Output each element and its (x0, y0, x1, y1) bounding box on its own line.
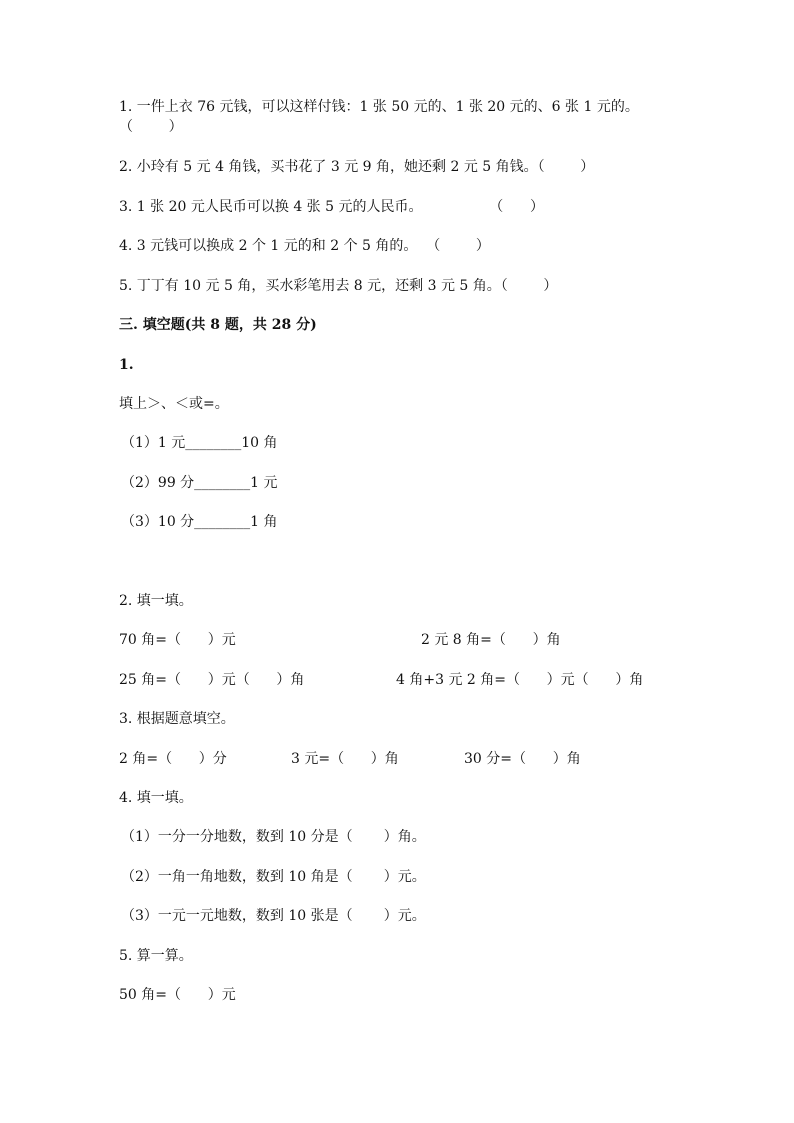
sub-question: （3）一元一元地数，数到 10 张是（ ）元。 (121, 908, 426, 924)
judge-question-3: 3. 1 张 20 元人民币可以换 4 张 5 元的人民币。 （ ） (119, 199, 544, 215)
judge-question-2: 2. 小玲有 5 元 4 角钱，买书花了 3 元 9 角，她还剩 2 元 5 角钱。（ ） (119, 159, 595, 175)
fill-item: 2 角=（ ）分 (119, 751, 227, 767)
sub-question: （2）99 分________1 元 (121, 475, 278, 491)
section-title: 三. 填空题(共 8 题，共 28 分) (119, 317, 317, 333)
fill-item: 4 角+3 元 2 角=（ ）元（ ）角 (396, 672, 644, 688)
question-text: 1. 一件上衣 76 元钱，可以这样付钱：1 张 50 元的、1 张 20 元的、6 张 1 元的。 (119, 99, 639, 115)
sub-question: （1）一分一分地数，数到 10 分是（ ）角。 (121, 829, 426, 845)
sub-question: （3）10 分________1 角 (121, 514, 278, 530)
question-title: 5. 算一算。 (119, 948, 193, 964)
sub-question: （2）一角一角地数，数到 10 角是（ ）元。 (121, 869, 426, 885)
fill-item: 30 分=（ ）角 (464, 751, 581, 767)
question-instruction: 填上＞、＜或=。 (119, 396, 229, 412)
answer-blank: （ ） (119, 119, 183, 135)
fill-item: 2 元 8 角=（ ）角 (421, 632, 561, 648)
question-number: 1. (119, 357, 134, 373)
question-title: 2. 填一填。 (119, 593, 193, 609)
question-title: 4. 填一填。 (119, 790, 193, 806)
fill-item: 3 元=（ ）角 (291, 751, 399, 767)
fill-item: 70 角=（ ）元 (119, 632, 236, 648)
judge-question-5: 5. 丁丁有 10 元 5 角，买水彩笔用去 8 元，还剩 3 元 5 角。（ ） (119, 278, 558, 294)
sub-question: （1）1 元________10 角 (121, 435, 278, 451)
judge-question-4: 4. 3 元钱可以换成 2 个 1 元的和 2 个 5 角的。 （ ） (119, 238, 490, 254)
fill-item: 25 角=（ ）元（ ）角 (119, 672, 305, 688)
fill-item: 50 角=（ ）元 (119, 987, 236, 1003)
question-title: 3. 根据题意填空。 (119, 711, 235, 727)
